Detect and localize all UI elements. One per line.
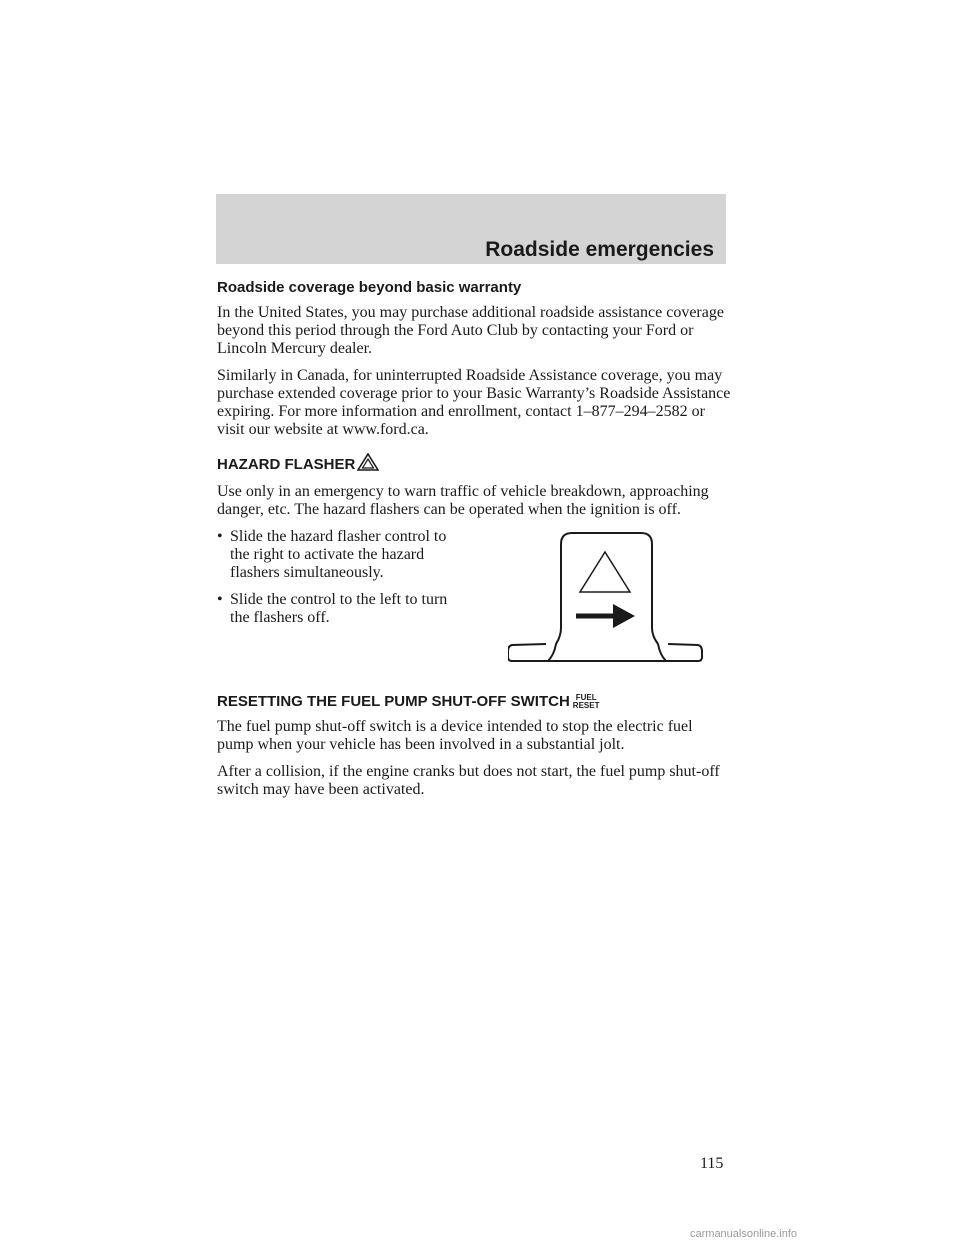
- bullet-icon: •: [217, 528, 223, 545]
- fuel-heading-text: RESETTING THE FUEL PUMP SHUT-OFF SWITCH: [217, 693, 570, 710]
- switch-housing: [548, 533, 666, 661]
- page-number: 115: [700, 1155, 724, 1172]
- list-item: [217, 528, 467, 582]
- bullet-icon: •: [217, 591, 223, 608]
- page-title: Roadside emergencies: [485, 238, 714, 261]
- list-item: [217, 591, 467, 627]
- bullet-text: Slide the hazard flasher control to the right to activate the hazard flashers simultaneously.: [230, 528, 447, 581]
- hazard-warning-icon: [357, 453, 379, 477]
- coverage-paragraph-1: In the United States, you may purchase additional roadside assistance coverage beyond this period through the Ford Auto Club by contacting your Ford or Lincoln Mercury dealer.: [217, 304, 724, 357]
- fuel-reset-label-bottom: RESET: [572, 701, 600, 710]
- fuel-reset-label-top: FUEL: [575, 693, 597, 702]
- hazard-heading-text: HAZARD FLASHER: [217, 456, 356, 473]
- header-band: [216, 194, 726, 264]
- watermark: carmanualsonline.info: [690, 1228, 798, 1240]
- fuel-paragraph-1: The fuel pump shut-off switch is a device intended to stop the electric fuel pump when your vehicle has been involved in a substantial jolt.: [217, 718, 693, 753]
- coverage-paragraph-2: Similarly in Canada, for uninterrupted Roadside Assistance coverage, you may purchase extended coverage prior to your Basic Warranty’s Roadside Assistance expiring. For more information and enrollment, contact 1–877–294–2582 or visit our website at www.ford.ca.: [217, 367, 731, 438]
- hazard-switch-illustration: [508, 524, 708, 677]
- fuel-reset-icon: [573, 694, 600, 710]
- bullet-text: Slide the control to the left to turn the flashers off.: [230, 591, 448, 626]
- fuel-paragraph-2: After a collision, if the engine cranks but does not start, the fuel pump shut-off switch may have been activated.: [217, 763, 720, 798]
- hazard-heading: [217, 453, 732, 477]
- hazard-switch-drawing: [508, 524, 708, 672]
- page-content: [217, 278, 732, 808]
- switch-base-right: [666, 644, 702, 661]
- switch-base-left: [508, 644, 548, 661]
- fuel-heading: [217, 692, 732, 712]
- hazard-instructions: [217, 528, 732, 678]
- coverage-heading: Roadside coverage beyond basic warranty: [217, 279, 522, 296]
- hazard-paragraph-1: Use only in an emergency to warn traffic of vehicle breakdown, approaching danger, etc. The hazard flashers can be operated when the ignition is off.: [217, 483, 709, 518]
- hazard-bullet-list: [217, 528, 467, 627]
